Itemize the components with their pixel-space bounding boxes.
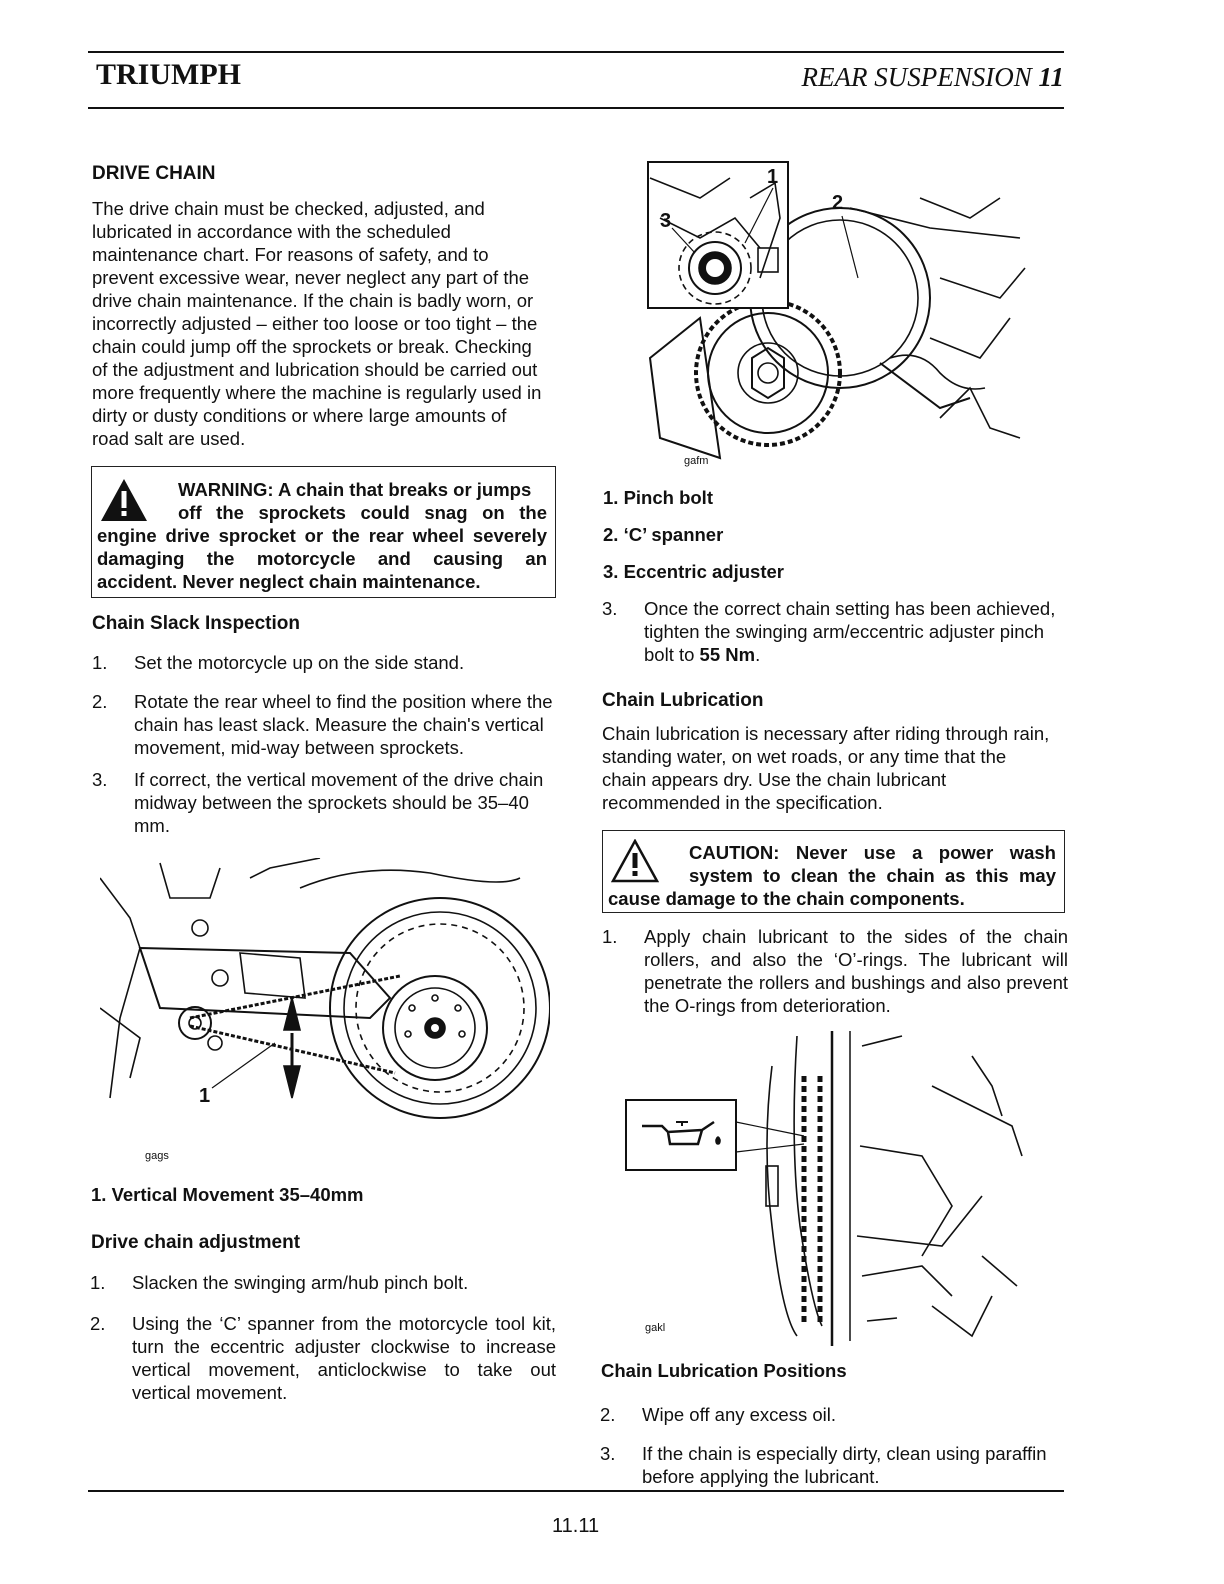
legend-pinch-bolt: 1. Pinch bolt <box>603 487 713 508</box>
torque-value: 55 Nm <box>699 644 756 665</box>
step-number: 1. <box>90 1272 106 1293</box>
caution-line-1: CAUTION: Never use a power wash <box>689 842 1056 863</box>
step-number: 1. <box>92 652 108 673</box>
slack-step-2 <box>92 690 558 760</box>
chain-slack-heading: Chain Slack Inspection <box>92 613 300 634</box>
figure-code-gags: gags <box>145 1150 169 1162</box>
step-number: 2. <box>92 691 108 712</box>
header-bottom-rule <box>88 107 1064 109</box>
para-line: recommended in the specification. <box>602 792 883 813</box>
warning-line-3: engine drive sprocket or the rear wheel severely <box>97 525 547 546</box>
step-number: 1. <box>602 926 618 947</box>
figure-code-gafm: gafm <box>684 455 709 467</box>
para-line: Chain lubrication is necessary after riding through rain, <box>602 723 1050 744</box>
drive-chain-paragraph <box>92 197 562 450</box>
warning-line-2: off the sprockets could snag on the <box>178 502 547 523</box>
warning-triangle-icon <box>99 477 149 523</box>
logo-text: TRIUMPH <box>96 58 241 91</box>
para-line: lubricated in accordance with the scheduled <box>92 221 451 242</box>
figure-code-gakl: gakl <box>645 1322 666 1334</box>
slack-step-3 <box>92 768 558 838</box>
step-text <box>644 597 1068 666</box>
step-text-body: Once the correct chain setting has been achieved, tighten the swinging arm/eccentric adjuster pinch bolt to <box>644 598 1056 665</box>
page-number: 11.11 <box>552 1515 600 1537</box>
step-text: If correct, the vertical movement of the drive chain midway between the sprockets should be 35–40 mm. <box>134 769 544 836</box>
step-text: Apply chain lubricant to the sides of the chain rollers, and also the ‘O’-rings. The lubricant will penetrate the rollers and bushings and also prevent the O-rings from deterioration. <box>644 926 1068 1016</box>
step-text: Slacken the swinging arm/hub pinch bolt. <box>132 1272 469 1293</box>
figure-caption-lubrication-positions: Chain Lubrication Positions <box>601 1360 847 1381</box>
top-figure-callout-1: 1 <box>767 166 779 188</box>
adjustment-step-1 <box>90 1271 556 1295</box>
drive-chain-adjustment-heading: Drive chain adjustment <box>91 1232 301 1253</box>
step-text: Rotate the rear wheel to find the position where the chain has least slack. Measure the chain's vertical movement, mid-way between sprockets. <box>134 691 553 758</box>
caution-triangle-icon <box>611 839 659 883</box>
para-line: more frequently where the machine is regularly used in <box>92 382 542 403</box>
triumph-logo <box>96 58 241 92</box>
para-line: standing water, on wet roads, or any time that the <box>602 746 1007 767</box>
footer-rule <box>88 1490 1064 1492</box>
adjustment-step-3 <box>602 597 1068 667</box>
figure-callout-1: 1 <box>199 1085 211 1107</box>
step-text: Using the ‘C’ spanner from the motorcycle tool kit, turn the eccentric adjuster clockwise to increase vertical movement, anticlockwise to take out vertical movement. <box>132 1313 556 1403</box>
adjustment-step-2 <box>90 1312 556 1406</box>
slack-step-1 <box>92 651 558 675</box>
legend-c-spanner: 2. ‘C’ spanner <box>603 524 724 545</box>
caution-line-3: cause damage to the chain components. <box>608 888 965 909</box>
para-line: road salt are used. <box>92 428 246 449</box>
section-title <box>664 62 1064 93</box>
step-text: If the chain is especially dirty, clean using paraffin before applying the lubricant. <box>642 1443 1047 1487</box>
para-line: drive chain maintenance. If the chain is badly worn, or <box>92 290 534 311</box>
para-line: chain could jump off the sprockets or break. Checking <box>92 336 532 357</box>
legend-eccentric-adjuster: 3. Eccentric adjuster <box>603 561 784 582</box>
step-number: 2. <box>600 1404 616 1425</box>
section-number: 11 <box>1038 62 1064 92</box>
caution-line-2: system to clean the chain as this may <box>689 865 1056 886</box>
step-text-end: . <box>755 644 761 665</box>
step-text: Wipe off any excess oil. <box>642 1404 836 1425</box>
step-number: 3. <box>92 769 108 790</box>
lubrication-step-1 <box>602 925 1068 1019</box>
top-figure-callout-2: 2 <box>832 192 844 214</box>
drive-chain-heading: DRIVE CHAIN <box>92 163 216 184</box>
para-line: of the adjustment and lubrication should be carried out <box>92 359 538 380</box>
top-figure-callout-3: 3 <box>660 210 672 232</box>
step-text: Set the motorcycle up on the side stand. <box>134 652 465 673</box>
step-number: 3. <box>600 1443 616 1464</box>
para-line: dirty or dusty conditions or where large amounts of <box>92 405 507 426</box>
lubrication-step-2 <box>600 1403 1068 1427</box>
header-top-rule <box>88 51 1064 53</box>
step-number: 3. <box>602 598 618 619</box>
figure-caption-vertical-movement: 1. Vertical Movement 35–40mm <box>91 1184 364 1205</box>
para-line: chain appears dry. Use the chain lubricant <box>602 769 947 790</box>
chain-lubrication-heading: Chain Lubrication <box>602 690 764 711</box>
chain-lubrication-paragraph <box>602 722 1072 814</box>
para-line: prevent excessive wear, never neglect any part of the <box>92 267 530 288</box>
para-line: incorrectly adjusted – either too loose or too tight – the <box>92 313 538 334</box>
caution-box <box>602 830 1065 913</box>
lubrication-step-3 <box>600 1442 1068 1490</box>
section-title-text: REAR SUSPENSION <box>801 62 1032 92</box>
chain-slack-illustration <box>100 858 550 1128</box>
step-number: 2. <box>90 1313 106 1334</box>
warning-line-5: accident. Never neglect chain maintenance. <box>97 571 481 592</box>
warning-box <box>91 466 556 598</box>
para-line: maintenance chart. For reasons of safety, and to <box>92 244 489 265</box>
chain-lubrication-illustration <box>622 1026 1042 1346</box>
warning-line-4: damaging the motorcycle and causing an <box>97 548 547 569</box>
warning-line-1: WARNING: A chain that breaks or jumps <box>178 479 532 500</box>
para-line: The drive chain must be checked, adjusted, and <box>92 198 485 219</box>
